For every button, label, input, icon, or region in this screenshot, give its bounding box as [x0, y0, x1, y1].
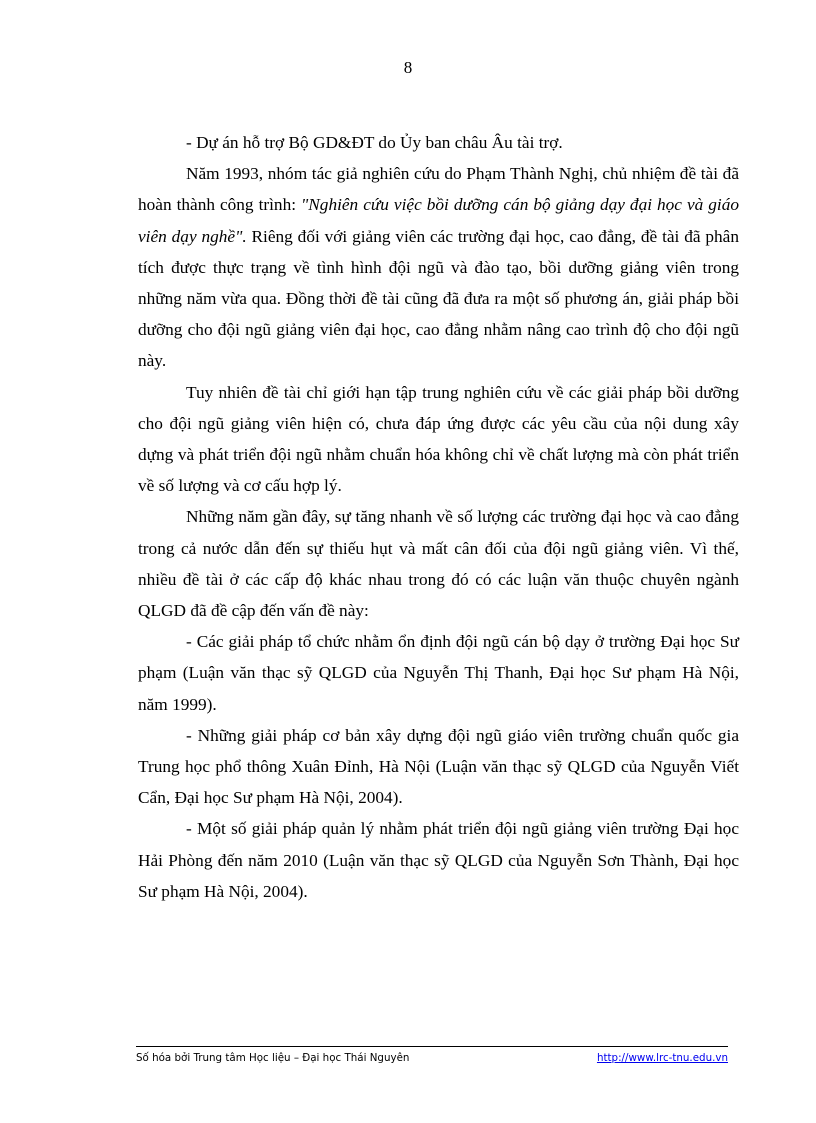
- study-title: "Nghiên cứu việc bồi dưỡng cán bộ giảng dạy đại học và giáo viên dạy nghề".: [138, 195, 739, 246]
- paragraph-recent-years: Những năm gần đây, sự tăng nhanh về số lượng các trường đại học và cao đẳng trong cả nước dẫn đến sự thiếu hụt và mất cân đối của đội ngũ giảng viên. Vì thế, nhiều đề tài ở các cấp độ khác nhau trong đó có các luận văn thuộc chuyên ngành QLGD đã đề cập đến vấn đề này:: [138, 507, 739, 621]
- document-body: [138, 127, 739, 907]
- paragraph-limitation: Tuy nhiên đề tài chỉ giới hạn tập trung nghiên cứu về các giải pháp bồi dưỡng cho đội ngũ giảng viên hiện có, chưa đáp ứng được các yêu cầu của nội dung xây dựng và phát triển đội ngũ nhằm chuẩn hóa không chỉ về chất lượng mà còn phát triển về số lượng và cơ cấu hợp lý.: [138, 382, 739, 496]
- page-footer: [136, 1051, 728, 1065]
- thesis-item-2: - Những giải pháp cơ bản xây dựng đội ngũ giáo viên trường chuẩn quốc gia Trung học phổ thông Xuân Đỉnh, Hà Nội (Luận văn thạc sỹ QLGD của Nguyễn Viết Cẩn, Đại học Sư phạm Hà Nội, 2004).: [138, 725, 739, 808]
- paragraph-1993-study-lead: Năm 1993, nhóm tác giả nghiên cứu do Phạm Thành Nghị, chủ nhiệm đề tài đã hoàn thành công trình:: [138, 164, 739, 215]
- paragraph-1993-study: [138, 158, 739, 376]
- paragraph-eu-project: - Dự án hỗ trợ Bộ GD&ĐT do Ủy ban châu Âu tài trợ.: [186, 133, 563, 152]
- page-number: 8: [403, 58, 413, 77]
- thesis-item-3: - Một số giải pháp quản lý nhằm phát triển đội ngũ giảng viên trường Đại học Hải Phòng đến năm 2010 (Luận văn thạc sỹ QLGD của Nguyễn Sơn Thành, Đại học Sư phạm Hà Nội, 2004).: [138, 819, 739, 901]
- footer-website-link[interactable]: http://www.lrc-tnu.edu.vn: [596, 1052, 728, 1064]
- paragraph-1993-study-rest: Riêng đối với giảng viên các trường đại học, cao đẳng, đề tài đã phân tích được thực trạng về tình hình đội ngũ và đào tạo, bồi dưỡng giảng viên trong những năm vừa qua. Đồng thời đề tài cũng đã đưa ra một số phương án, giải pháp bồi dưỡng cho đội ngũ giảng viên đại học, cao đẳng nhằm nâng cao trình độ cho đội ngũ này.: [138, 226, 739, 371]
- footer-credit: Số hóa bởi Trung tâm Học liệu – Đại học Thái Nguyên: [136, 1052, 410, 1064]
- footer-divider: [136, 1046, 728, 1047]
- thesis-item-1: - Các giải pháp tổ chức nhằm ổn định đội ngũ cán bộ dạy ở trường Đại học Sư phạm (Luận văn thạc sỹ QLGD của Nguyễn Thị Thanh, Đại học Sư phạm Hà Nội, năm 1999).: [138, 632, 739, 714]
